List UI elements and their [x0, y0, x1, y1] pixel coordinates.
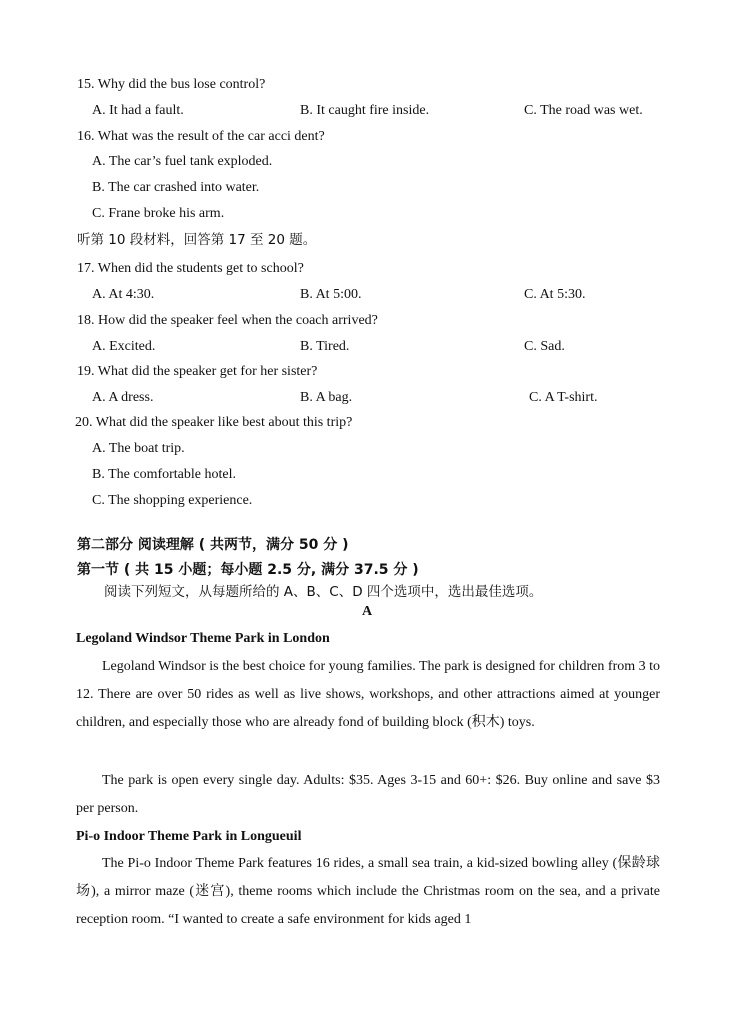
question-20-option-a: A. The boat trip. — [92, 441, 185, 456]
heading-pio: Pi-o Indoor Theme Park in Longueuil — [76, 829, 302, 844]
paragraph-pio — [76, 850, 660, 934]
section-1-title: 第一节 ( 共 15 小题；每小题 2.5 分, 满分 37.5 分 ) — [77, 562, 419, 578]
question-15-option-a: A. It had a fault. — [92, 103, 184, 118]
question-19-option-a: A. A dress. — [92, 390, 154, 405]
question-15-option-c: C. The road was wet. — [524, 103, 643, 118]
question-20-option-b: B. The comfortable hotel. — [92, 467, 236, 482]
question-18-stem: 18. How did the speaker feel when the coach arrived? — [77, 313, 378, 328]
paragraph-pio-text: The Pi-o Indoor Theme Park features 16 rides, a small sea train, a kid-sized bowling alley (保龄球场), a mirror maze (迷宫), theme rooms which include the Christmas room on the sea, and a private reception room. “I wanted to create a safe environment for kids aged 1 — [76, 856, 660, 927]
reading-instruction: 阅读下列短文，从每题所给的 A、B、C、D 四个选项中，选出最佳选项。 — [104, 584, 543, 600]
question-16-option-c: C. Frane broke his arm. — [92, 206, 225, 221]
question-18-option-b: B. Tired. — [300, 339, 350, 354]
question-18-option-a: A. Excited. — [92, 339, 156, 354]
question-15-stem: 15. Why did the bus lose control? — [77, 77, 266, 92]
question-18-option-c: C. Sad. — [524, 339, 565, 354]
question-17-option-c: C. At 5:30. — [524, 287, 586, 302]
question-20-stem: 20. What did the speaker like best about this trip? — [75, 415, 353, 430]
question-17-option-b: B. At 5:00. — [300, 287, 362, 302]
question-17-option-a: A. At 4:30. — [92, 287, 155, 302]
paragraph-legoland-text: Legoland Windsor is the best choice for young families. The park is designed for children from 3 to 12. There are over 50 rides as well as live shows, workshops, and other attractions aimed at younger children, and especially those who are already fond of building block (积木) toys. — [76, 659, 661, 730]
question-17-stem: 17. When did the students get to school? — [77, 261, 304, 276]
passage-letter: A — [362, 604, 373, 619]
paragraph-prices — [76, 767, 660, 823]
question-20-option-c: C. The shopping experience. — [92, 493, 253, 508]
question-19-stem: 19. What did the speaker get for her sister? — [77, 364, 318, 379]
question-19-option-b: B. A bag. — [300, 390, 353, 405]
paragraph-prices-text: The park is open every single day. Adults: $35. Ages 3-15 and 60+: $26. Buy online and save $3 per person. — [76, 773, 660, 816]
heading-legoland: Legoland Windsor Theme Park in London — [76, 631, 330, 646]
question-16-option-b: B. The car crashed into water. — [92, 180, 260, 195]
question-16-option-a: A. The car’s fuel tank exploded. — [92, 154, 273, 169]
paragraph-legoland — [76, 653, 660, 737]
question-19-option-c: C. A T-shirt. — [529, 390, 598, 405]
section-10-instruction: 听第 10 段材料，回答第 17 至 20 题。 — [77, 232, 317, 248]
question-16-stem: 16. What was the result of the car acci dent? — [77, 129, 325, 144]
part-2-title: 第二部分 阅读理解 ( 共两节，满分 50 分 ) — [77, 537, 349, 553]
question-15-option-b: B. It caught fire inside. — [300, 103, 430, 118]
